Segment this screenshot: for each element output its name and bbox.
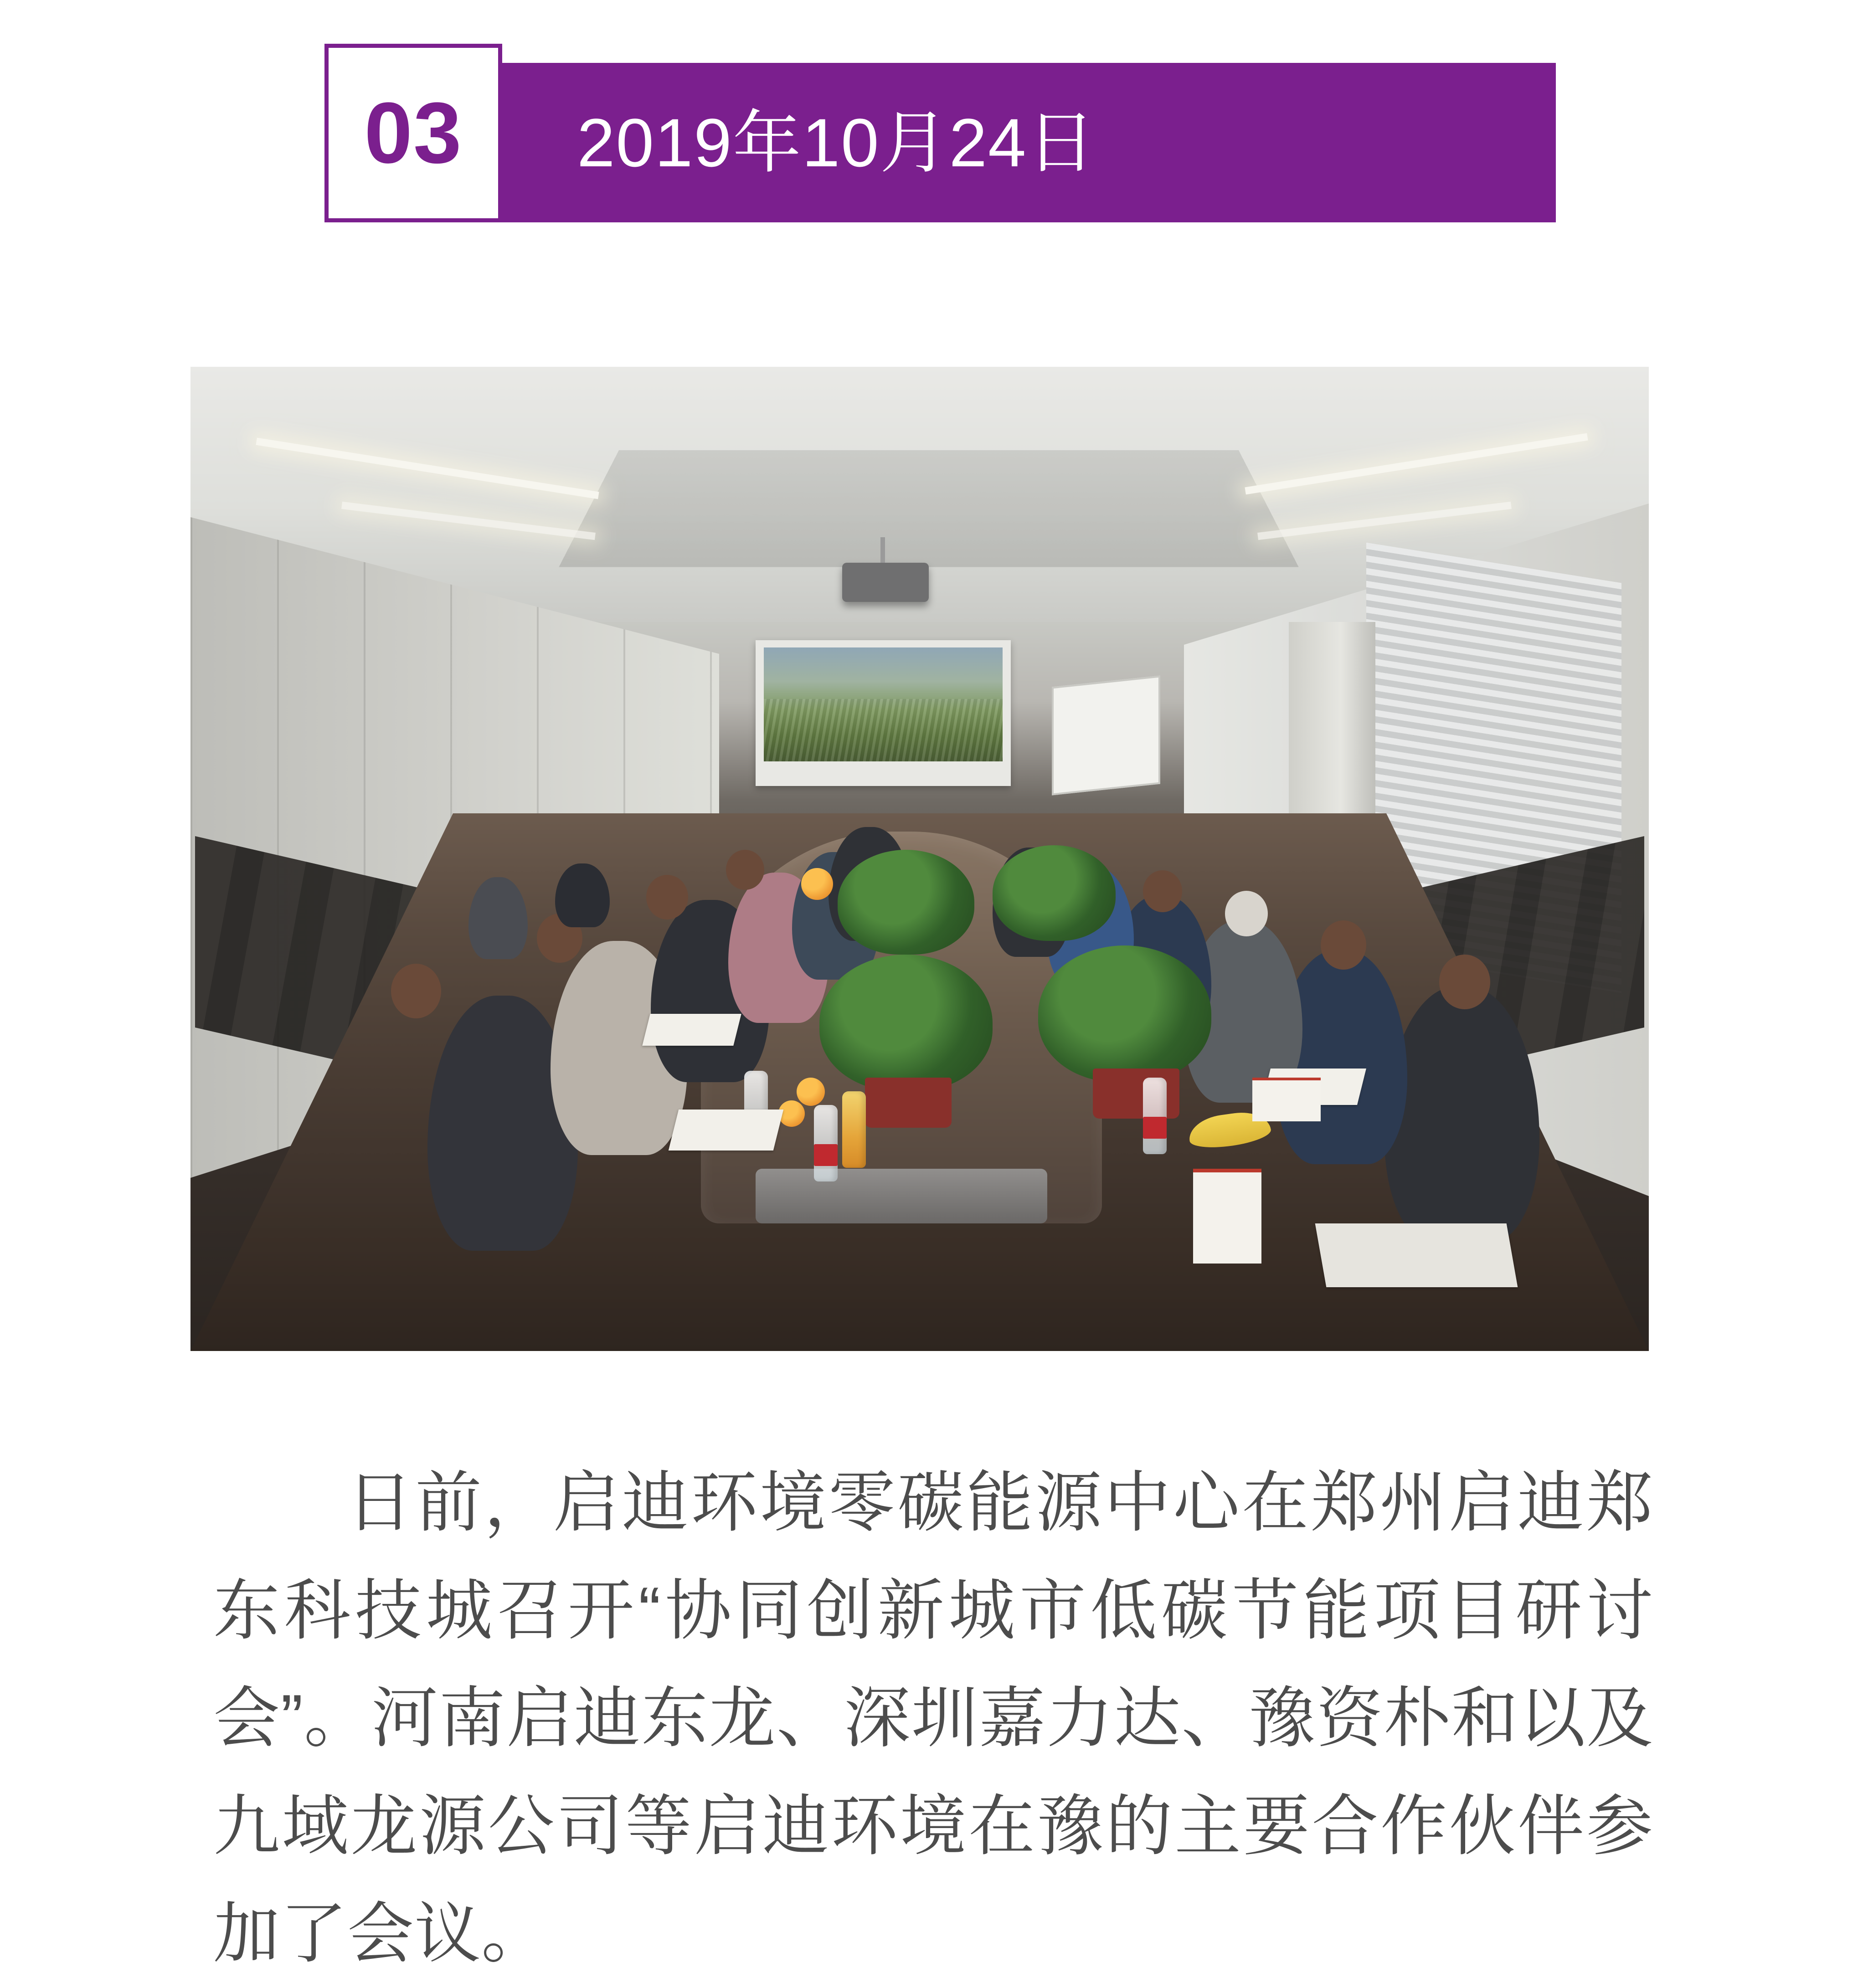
attendee-head: [391, 964, 441, 1018]
table-plant: [838, 850, 974, 955]
header-date-bar: [499, 63, 1556, 222]
projection-screen-image: [764, 647, 1003, 761]
attendee-head: [1439, 955, 1490, 1009]
document-sheet: [669, 1110, 783, 1151]
attendee: [555, 863, 610, 927]
plant-pot: [865, 1078, 952, 1128]
name-card: [1193, 1169, 1261, 1264]
attendee-head: [1225, 891, 1268, 936]
meeting-photo: [190, 367, 1649, 1351]
orange-fruit: [801, 868, 833, 900]
table-plant: [1038, 945, 1211, 1082]
document-sheet: [642, 1014, 741, 1046]
whiteboard: [1052, 675, 1160, 795]
table-plant: [819, 955, 993, 1091]
photo-background: [190, 367, 1649, 1351]
article-body: [213, 1449, 1653, 1988]
water-bottle: [814, 1105, 838, 1181]
ceiling-recess: [559, 450, 1298, 567]
attendee-head: [726, 850, 764, 890]
attendee-head: [646, 875, 688, 920]
attendee-head: [1143, 870, 1182, 912]
publish-date: 2019年10月24日: [577, 104, 1096, 181]
ceiling-projector: [842, 563, 929, 602]
document-sheet: [1315, 1223, 1518, 1287]
table-plant: [993, 845, 1116, 941]
attendee-head: [1321, 920, 1366, 970]
article-paragraph: 日前，启迪环境零碳能源中心在郑州启迪郑东科技城召开“协同创新城市低碳节能项目研讨会”。河南启迪东龙、深圳嘉力达、豫资朴和以及九域龙源公司等启迪环境在豫的主要合作伙伴参加了会议。: [213, 1465, 1653, 1971]
table-cable-box: [756, 1169, 1047, 1223]
section-number: 03: [364, 85, 463, 181]
section-number-box: [324, 44, 502, 222]
orange-fruit: [797, 1078, 825, 1106]
article-header: [324, 44, 1556, 222]
juice-bottle: [842, 1091, 866, 1168]
water-bottle: [1143, 1078, 1167, 1154]
name-card: [1252, 1078, 1321, 1121]
